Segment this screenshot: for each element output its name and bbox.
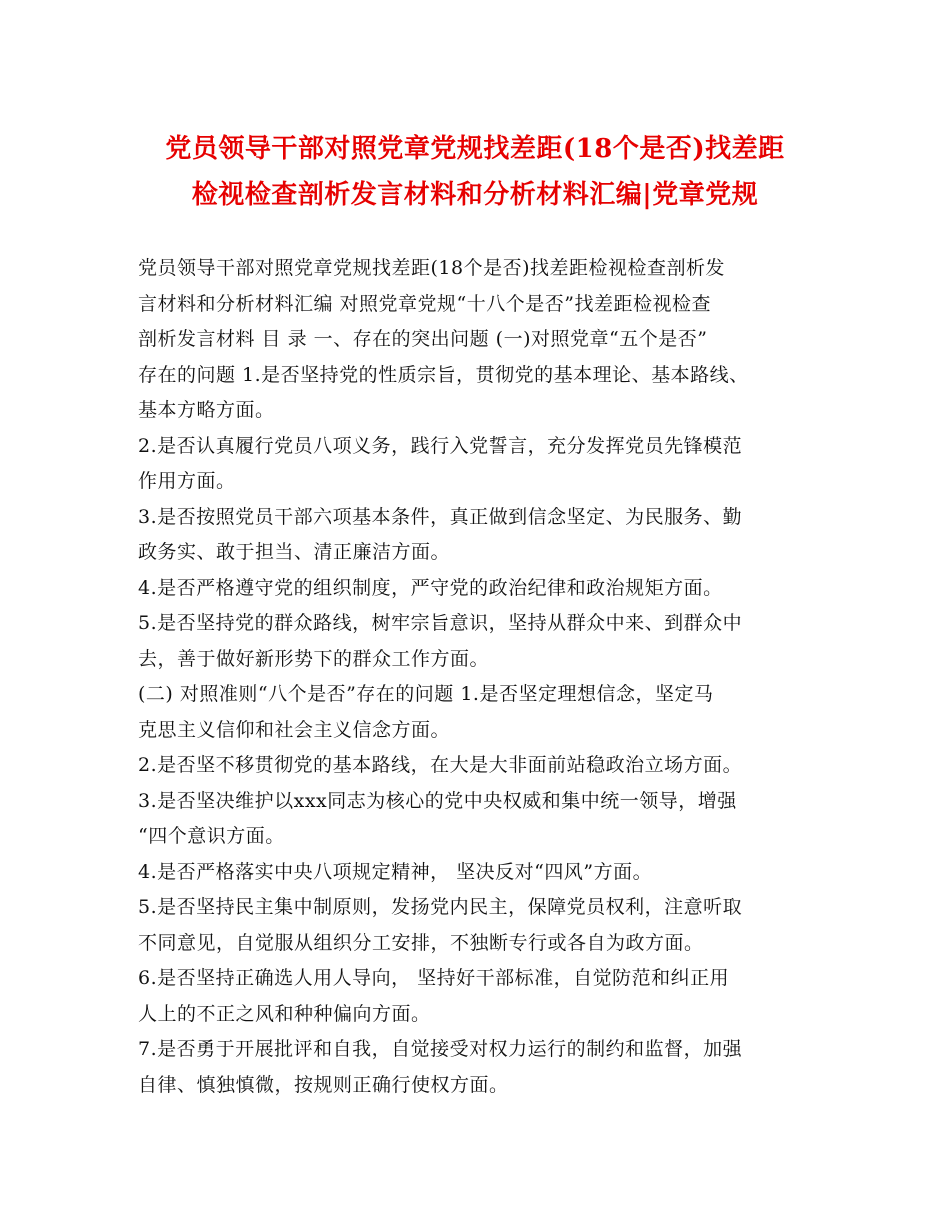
body-line: 政务实、敢于担当、清正廉洁方面。 [138, 541, 451, 563]
body-line: 不同意见，自觉服从组织分工安排，不独断专行或各自为政方面。 [138, 931, 704, 954]
title-line-2: 检视检查剖析发言材料和分析材料汇编|党章党规 [191, 180, 759, 210]
body-line: 言材料和分析材料汇编 对照党章党规“十八个是否”找差距检视检查 [138, 292, 711, 315]
body-line: (二) 对照准则“八个是否”存在的问题 1.是否坚定理想信念，坚定马 [138, 683, 714, 705]
body-line: 党员领导干部对照党章党规找差距(18个是否)找差距检视检查剖析发 [138, 257, 726, 279]
document-body [138, 251, 828, 1103]
body-line: 克思主义信仰和社会主义信念方面。 [138, 718, 451, 741]
body-line: 2.是否坚不移贯彻党的基本路线，在大是大非面前站稳政治立场方面。 [138, 754, 743, 776]
body-line: 4.是否严格遵守党的组织制度，严守党的政治纪律和政治规矩方面。 [138, 576, 723, 599]
body-line: 5.是否坚持党的群众路线，树牢宗旨意识，坚持从群众中来、到群众中 [138, 612, 743, 634]
body-line: 剖析发言材料 目 录 一、存在的突出问题 (一)对照党章“五个是否” [138, 328, 708, 350]
body-line: 4.是否严格落实中央八项规定精神， 坚决反对“四风”方面。 [138, 860, 653, 883]
body-line: 自律、慎独慎微，按规则正确行使权方面。 [138, 1073, 509, 1096]
body-line: 6.是否坚持正确选人用人导向， 坚持好干部标准，自觉防范和纠正用 [138, 967, 730, 989]
body-line: 7.是否勇于开展批评和自我，自觉接受对权力运行的制约和监督，加强 [138, 1038, 743, 1060]
body-line: 基本方略方面。 [138, 399, 275, 421]
body-line: 存在的问题 1.是否坚持党的性质宗旨，贯彻党的基本理论、基本路线、 [138, 363, 749, 386]
body-line: 3.是否坚决维护以xxx同志为核心的党中央权威和集中统一领导，增强 [138, 789, 737, 812]
body-line: 5.是否坚持民主集中制原则，发扬党内民主，保障党员权利，注意听取 [138, 896, 743, 918]
document-title [120, 126, 830, 218]
body-line: 去，善于做好新形势下的群众工作方面。 [138, 647, 490, 670]
body-line: 2.是否认真履行党员八项义务，践行入党誓言，充分发挥党员先锋模范 [138, 434, 743, 457]
body-line: 人上的不正之风和种种偏向方面。 [138, 1002, 431, 1025]
body-line: “四个意识方面。 [138, 825, 285, 847]
body-line: 作用方面。 [138, 470, 236, 492]
body-line: 3.是否按照党员干部六项基本条件，真正做到信念坚定、为民服务、勤 [138, 505, 743, 528]
title-line-1: 党员领导干部对照党章党规找差距(18个是否)找差距 [165, 134, 785, 164]
